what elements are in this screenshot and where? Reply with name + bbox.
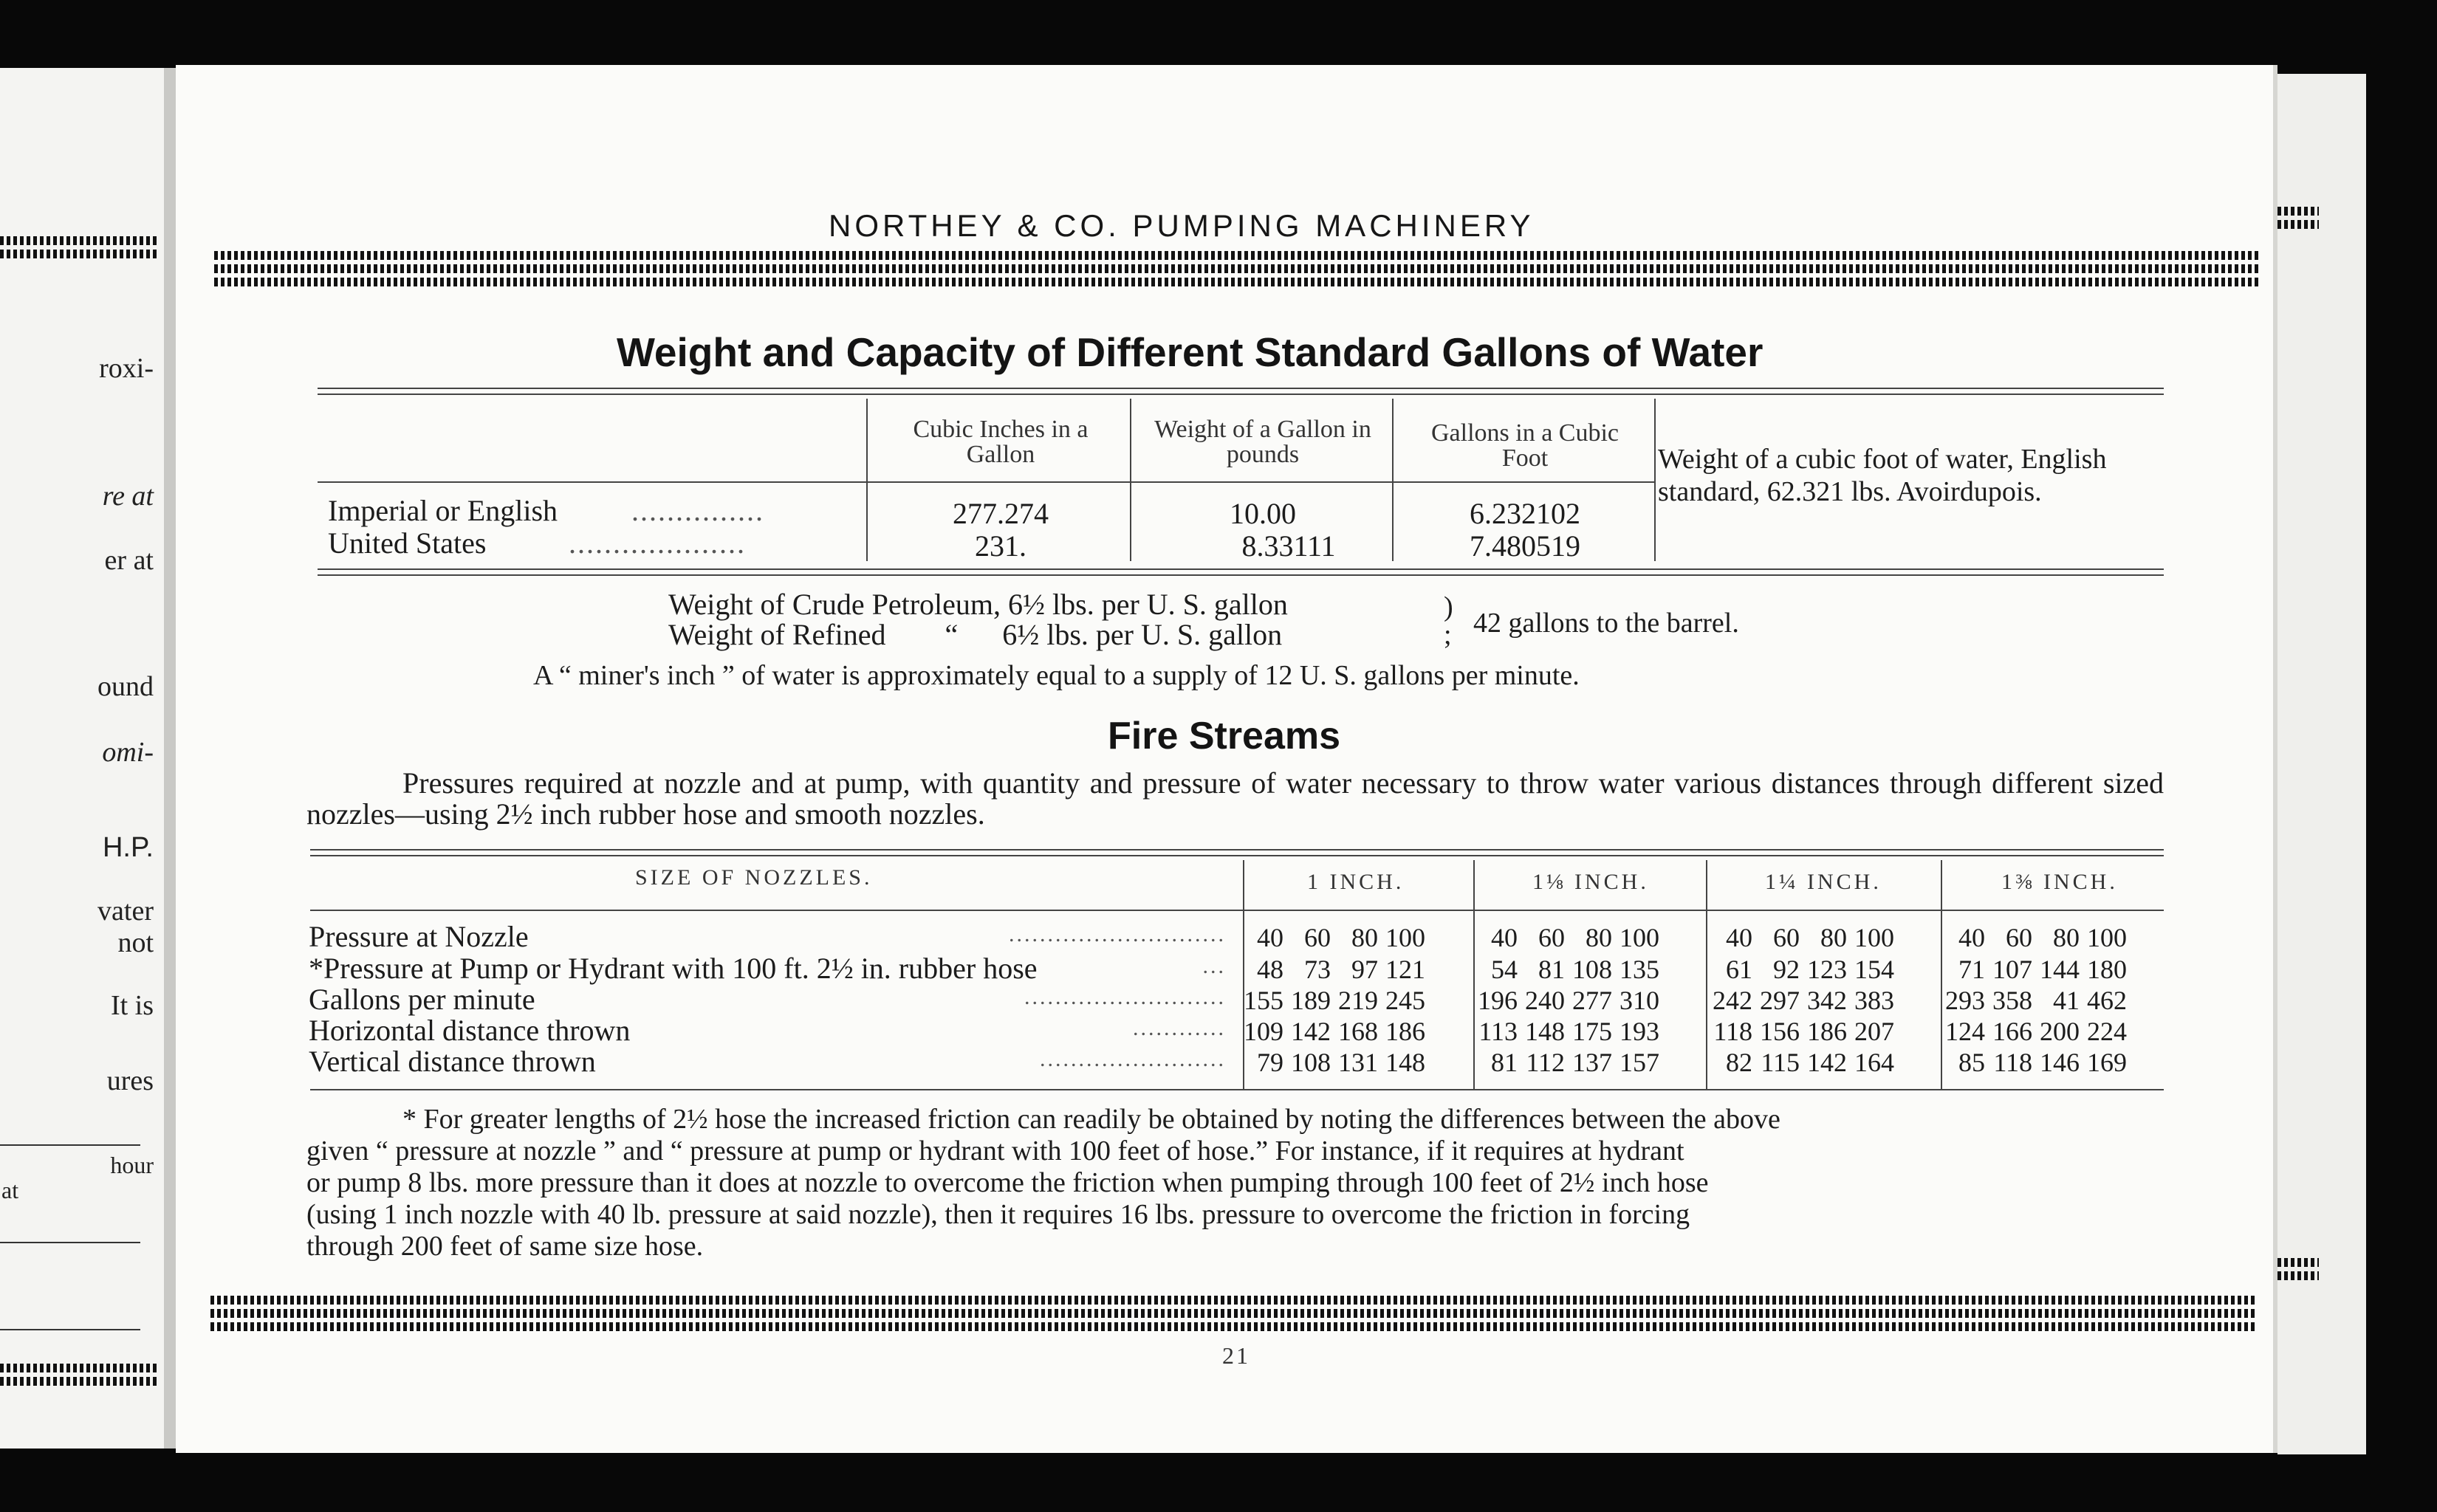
- table-cell: 60: [1538, 923, 1565, 952]
- table-cell: 207: [1854, 1017, 1894, 1046]
- table-cell: 82: [1726, 1048, 1752, 1077]
- divider: [0, 1144, 140, 1146]
- table-cell: 358: [1992, 986, 2032, 1015]
- size-of-nozzles-header: SIZE OF NOZZLES.: [635, 865, 873, 890]
- dotted-rule: [2277, 207, 2319, 216]
- table-cell: 200: [2040, 1017, 2080, 1046]
- rule: [310, 855, 2164, 856]
- page-fragment: hour: [110, 1152, 154, 1178]
- page-fragment: not: [117, 927, 154, 958]
- dotted-rule: [0, 1364, 157, 1372]
- table-cell: 342: [1807, 986, 1847, 1015]
- dotted-rule: [2277, 220, 2319, 229]
- table-cell: 100: [2087, 923, 2127, 952]
- row-leader: ..........................: [1024, 985, 1226, 1009]
- table-cell: 40: [1958, 923, 1985, 952]
- row-label: Imperial or English: [328, 494, 558, 527]
- footnote-line: * For greater lengths of 2½ hose the increased friction can readily be obtained by noting the differences between the above: [402, 1104, 1780, 1135]
- table-cell: 189: [1291, 986, 1331, 1015]
- table-cell: 166: [1992, 1017, 2032, 1046]
- barrel-note: 42 gallons to the barrel.: [1473, 608, 1739, 639]
- dotted-rule: [2277, 1271, 2319, 1280]
- rule: [318, 574, 2164, 576]
- table-cell: 169: [2087, 1048, 2127, 1077]
- brace: ): [1444, 591, 1453, 622]
- table-cell: 175: [1572, 1017, 1612, 1046]
- table-cell: 186: [1807, 1017, 1847, 1046]
- running-header: NORTHEY & CO. PUMPING MACHINERY: [829, 208, 1535, 243]
- table-cell: 60: [1304, 923, 1331, 952]
- row-label: United States: [328, 526, 487, 560]
- divider: [0, 1242, 140, 1243]
- table-cell: 277: [1572, 986, 1612, 1015]
- table-cell: 92: [1773, 955, 1800, 984]
- table-cell: 186: [1385, 1017, 1425, 1046]
- table-title: Weight and Capacity of Different Standard Gallons of Water: [617, 329, 1764, 375]
- table-cell: 41: [2053, 986, 2080, 1015]
- cell: 6.232102: [1470, 497, 1580, 530]
- table-cell: 142: [1807, 1048, 1847, 1077]
- table-cell: 131: [1338, 1048, 1378, 1077]
- table-cell: 108: [1572, 955, 1612, 984]
- dotted-rule: [0, 1377, 157, 1386]
- rule: [310, 910, 2164, 911]
- table-cell: 100: [1385, 923, 1425, 952]
- page-fragment: re at: [102, 481, 154, 512]
- table-cell: 112: [1526, 1048, 1565, 1077]
- row-label: Horizontal distance thrown: [309, 1014, 631, 1047]
- table-cell: 154: [1854, 955, 1894, 984]
- rule: [318, 388, 2164, 389]
- table-cell: 148: [1525, 1017, 1565, 1046]
- page-edge: [2277, 74, 2366, 1454]
- table-cell: 40: [1257, 923, 1283, 952]
- page-fragment: ures: [106, 1065, 154, 1096]
- page-fragment: ound: [97, 671, 154, 702]
- column-header: Gallons in a Cubic Foot: [1430, 419, 1619, 472]
- dotted-rule: [0, 236, 157, 245]
- table-cell: 113: [1478, 1017, 1518, 1046]
- table-cell: 81: [1491, 1048, 1518, 1077]
- table-cell: 137: [1572, 1048, 1612, 1077]
- table-cell: 164: [1854, 1048, 1894, 1077]
- dotted-rule: [0, 250, 157, 258]
- table-cell: 297: [1760, 986, 1800, 1015]
- cell: 231.: [975, 529, 1026, 563]
- miners-inch-note: A “ miner's inch ” of water is approximately equal to a supply of 12 U. S. gallons per minute.: [533, 660, 1580, 691]
- table-cell: 60: [1773, 923, 1800, 952]
- row-leader: ...: [1202, 954, 1226, 978]
- page-fragment: roxi-: [99, 353, 154, 384]
- crude-petroleum-weight: Weight of Crude Petroleum, 6½ lbs. per U. S. gallon: [668, 588, 1288, 621]
- table-cell: 157: [1619, 1048, 1659, 1077]
- table-cell: 310: [1619, 986, 1659, 1015]
- table-cell: 108: [1291, 1048, 1331, 1077]
- table-cell: 54: [1491, 955, 1518, 984]
- page-fragment: It is: [110, 990, 154, 1021]
- intro-paragraph: Pressures required at nozzle and at pump, with quantity and pressure of water necessary to throw water various distances through different sized nozzles—using 2½ inch rubber hose and smooth nozzles.: [306, 766, 2164, 831]
- table-cell: 79: [1257, 1048, 1283, 1077]
- table-cell: 40: [1491, 923, 1518, 952]
- cell: 10.00: [1230, 497, 1296, 530]
- footnote-line: (using 1 inch nozzle with 40 lb. pressure at said nozzle), then it requires 16 lbs. pressure to overcome the friction in forcing: [306, 1199, 1690, 1230]
- rule: [310, 849, 2164, 850]
- cell: 277.274: [953, 497, 1049, 530]
- table-cell: 109: [1244, 1017, 1283, 1046]
- table-cell: 118: [1713, 1017, 1752, 1046]
- row-label: Pressure at Nozzle: [309, 920, 529, 953]
- refined-petroleum-weight: Weight of Refined “ 6½ lbs. per U. S. gallon: [668, 618, 1283, 651]
- table-cell: 40: [1726, 923, 1752, 952]
- rule: [318, 568, 2164, 570]
- table-cell: 60: [2006, 923, 2032, 952]
- table-cell: 240: [1525, 986, 1565, 1015]
- col-divider: [1130, 399, 1131, 561]
- footnote-line: given “ pressure at nozzle ” and “ pressure at pump or hydrant with 100 feet of hose.” For instance, if it requires at hydrant: [306, 1135, 1684, 1166]
- nozzle-header: 1⅜ INCH.: [2001, 870, 2118, 894]
- table-cell: 80: [1351, 923, 1378, 952]
- col-divider: [1654, 399, 1656, 561]
- column-divider: [1706, 860, 1707, 1089]
- table-cell: 168: [1338, 1017, 1378, 1046]
- table-cell: 383: [1854, 986, 1894, 1015]
- row-label: *Pressure at Pump or Hydrant with 100 ft. 2½ in. rubber hose: [309, 952, 1038, 985]
- page-fragment: er at: [104, 545, 154, 576]
- table-cell: 462: [2087, 986, 2127, 1015]
- table-cell: 142: [1291, 1017, 1331, 1046]
- brace: ;: [1444, 619, 1452, 650]
- table-cell: 193: [1619, 1017, 1659, 1046]
- nozzle-header: 1 INCH.: [1307, 870, 1405, 894]
- table-cell: 97: [1351, 955, 1378, 984]
- nozzle-header: 1⅛ INCH.: [1532, 870, 1649, 894]
- col-divider: [866, 399, 868, 561]
- facing-page: [0, 68, 164, 1449]
- table-cell: 71: [1958, 955, 1985, 984]
- table-cell: 80: [1586, 923, 1612, 952]
- table-cell: 73: [1304, 955, 1331, 984]
- table-cell: 124: [1945, 1017, 1985, 1046]
- table-cell: 155: [1244, 986, 1283, 1015]
- row-leader: ............................: [1009, 922, 1226, 946]
- table-cell: 242: [1713, 986, 1752, 1015]
- row-leader: ........................: [1040, 1047, 1226, 1071]
- table-cell: 224: [2087, 1017, 2127, 1046]
- table-cell: 146: [2040, 1048, 2080, 1077]
- page-number: 21: [1222, 1342, 1250, 1369]
- table-cell: 293: [1945, 986, 1985, 1015]
- table-cell: 135: [1619, 955, 1659, 984]
- footer-dotted-rule: [210, 1296, 2256, 1336]
- rule: [310, 1089, 2164, 1090]
- table-cell: 100: [1619, 923, 1659, 952]
- table-cell: 80: [2053, 923, 2080, 952]
- table-cell: 156: [1760, 1017, 1800, 1046]
- footnote-line: or pump 8 lbs. more pressure than it does at nozzle to overcome the friction when pumping through 100 feet of 2½ inch hose: [306, 1167, 1709, 1198]
- cubic-foot-note: Weight of a cubic foot of water, English standard, 62.321 lbs. Avoirdupois.: [1658, 444, 2107, 507]
- page-fragment: at: [1, 1177, 19, 1203]
- cell: 7.480519: [1470, 529, 1580, 563]
- footnote-line: through 200 feet of same size hose.: [306, 1231, 704, 1262]
- table-cell: 118: [1993, 1048, 2032, 1077]
- row-label: Gallons per minute: [309, 983, 535, 1016]
- table-cell: 48: [1257, 955, 1283, 984]
- table-cell: 144: [2040, 955, 2080, 984]
- page-fragment: H.P.: [102, 832, 154, 863]
- table-cell: 61: [1726, 955, 1752, 984]
- column-header: Weight of a Gallon in pounds: [1154, 416, 1371, 468]
- table-cell: 100: [1854, 923, 1894, 952]
- divider: [0, 1329, 140, 1330]
- table-cell: 121: [1385, 955, 1425, 984]
- table-cell: 115: [1761, 1048, 1800, 1077]
- cell: 8.33111: [1241, 529, 1336, 563]
- row-label: Vertical distance thrown: [309, 1045, 596, 1078]
- row-leader: ...............: [631, 494, 764, 527]
- nozzle-header: 1¼ INCH.: [1765, 870, 1882, 894]
- book-gutter: [164, 68, 176, 1449]
- dotted-rule: [2277, 1258, 2319, 1267]
- row-leader: ............: [1133, 1016, 1226, 1040]
- page-fragment: vater: [97, 896, 154, 927]
- row-leader: ....................: [569, 526, 746, 560]
- table-cell: 196: [1478, 986, 1518, 1015]
- column-header: Cubic Inches in a Gallon: [913, 416, 1089, 468]
- table-cell: 107: [1992, 955, 2032, 984]
- table-cell: 219: [1338, 986, 1378, 1015]
- rule: [318, 394, 2164, 395]
- rule: [318, 481, 1654, 483]
- table-cell: 85: [1958, 1048, 1985, 1077]
- table-cell: 123: [1807, 955, 1847, 984]
- table-cell: 180: [2087, 955, 2127, 984]
- table-cell: 148: [1385, 1048, 1425, 1077]
- table-cell: 245: [1385, 986, 1425, 1015]
- header-dotted-rule: [214, 251, 2260, 291]
- table-cell: 81: [1538, 955, 1565, 984]
- table-cell: 80: [1820, 923, 1847, 952]
- page-fragment: omi-: [102, 737, 154, 768]
- section-title: Fire Streams: [1108, 715, 1341, 757]
